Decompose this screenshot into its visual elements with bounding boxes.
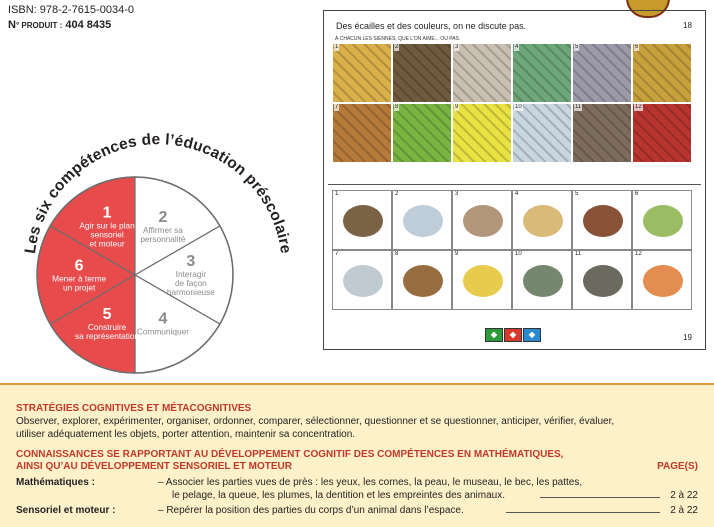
animal-cell-number: 6: [635, 191, 639, 197]
texture-cell: [572, 103, 632, 163]
animal-grid: [332, 190, 692, 310]
strategies-text-line-2: utiliser adéquatement les objets, porter attention, maintenir sa concentration.: [16, 429, 356, 440]
animal-cell-number: 11: [575, 251, 582, 257]
animal-cell: [572, 190, 632, 250]
competency-wheel: [0, 95, 320, 415]
wheel-segment-label: et moteur: [89, 238, 125, 249]
animal-illustration: [523, 265, 563, 297]
book-page-title: Des écailles et des couleurs, on ne discute pas.: [336, 21, 527, 31]
page-divider: [328, 184, 701, 185]
texture-cell: [572, 43, 632, 103]
wheel-segment-label: Interagir: [175, 269, 207, 279]
texture-cell-number: 4: [515, 44, 519, 50]
green-symbol-icon: ◆: [485, 328, 503, 342]
animal-cell: [572, 250, 632, 310]
page-number-bottom: 19: [683, 333, 692, 342]
texture-cell-number: 7: [335, 104, 339, 110]
texture-cell: [392, 103, 452, 163]
animal-cell: [332, 250, 392, 310]
animal-illustration: [343, 265, 383, 297]
strategies-text-line-1: Observer, explorer, expérimenter, organiser, ordonner, comparer, sélectionner, questionner et se questionner, anticiper, vérifier, évaluer,: [16, 416, 615, 427]
product-prefix: N: [8, 19, 16, 31]
page-number-top: 18: [683, 21, 692, 30]
wheel-segment-number: 4: [158, 310, 168, 328]
texture-cell: [512, 43, 572, 103]
animal-illustration: [583, 265, 623, 297]
texture-cell-number: 1: [335, 44, 339, 50]
leader-line: [540, 497, 660, 499]
strategies-title: STRATÉGIES COGNITIVES ET MÉTACOGNITIVES: [16, 403, 252, 414]
animal-illustration: [403, 205, 443, 237]
wheel-segment-label: un projet: [62, 282, 96, 293]
texture-cell-number: 6: [635, 44, 639, 50]
animal-cell-number: 12: [635, 251, 642, 257]
animal-illustration: [463, 205, 503, 237]
wheel-segment-label: harmonieuse: [166, 287, 215, 297]
animal-cell: [632, 250, 692, 310]
texture-cell: [332, 103, 392, 163]
animal-cell-number: 3: [455, 191, 459, 197]
animal-cell: [512, 190, 572, 250]
wheel-segment-number: 1: [102, 204, 112, 222]
wheel-title: Les six compétences de l’éducation préscolaire: [21, 131, 295, 255]
wheel-segment-label: personnalité: [140, 234, 186, 245]
wheel-segment-label: Construire: [87, 321, 127, 332]
sensory-item: – Repérer la position des parties du corps d’un animal dans l’espace.: [158, 505, 464, 516]
wheel-segment-number: 5: [102, 305, 112, 323]
red-symbol-icon: ◆: [504, 328, 522, 342]
texture-grid: [332, 43, 692, 163]
product-label: ° PRODUIT :: [15, 21, 63, 30]
product-number-line: [8, 19, 111, 32]
animal-illustration: [403, 265, 443, 297]
wheel-segment-label: Communiquer: [136, 326, 189, 337]
animal-illustration: [643, 265, 683, 297]
animal-cell-number: 8: [395, 251, 399, 257]
wheel-segment-label: Mener à terme: [52, 273, 107, 284]
animal-illustration: [343, 205, 383, 237]
symbol-bar: [485, 328, 542, 342]
texture-cell: [452, 103, 512, 163]
animal-cell-number: 9: [455, 251, 459, 257]
animal-cell: [452, 250, 512, 310]
animal-cell-number: 1: [335, 191, 339, 197]
animal-cell: [632, 190, 692, 250]
texture-cell: [452, 43, 512, 103]
animal-illustration: [463, 265, 503, 297]
wheel-segment-label: Affirmer sa: [142, 225, 183, 236]
texture-cell-number: 11: [575, 104, 582, 110]
sensory-pages: 2 à 22: [670, 505, 698, 516]
animal-cell: [512, 250, 572, 310]
blue-symbol-icon: ◆: [523, 328, 541, 342]
texture-cell: [512, 103, 572, 163]
knowledge-title-1: CONNAISSANCES SE RAPPORTANT AU DÉVELOPPEMENT COGNITIF DES COMPÉTENCES EN MATHÉMATIQUES,: [16, 449, 564, 460]
wheel-segment-label: de façon: [174, 278, 207, 288]
math-pages: 2 à 22: [670, 490, 698, 501]
animal-cell: [452, 190, 512, 250]
book-page-subtitle: À CHACUN LES SIENNES, QUE L’ON AIME... OU PAS.: [335, 36, 461, 42]
texture-cell: [632, 103, 692, 163]
wheel-segment-label: sa représentation: [75, 330, 140, 341]
texture-cell: [332, 43, 392, 103]
product-number: 404 8435: [65, 19, 112, 31]
leader-line: [506, 512, 660, 514]
animal-cell-number: 10: [515, 251, 522, 257]
texture-cell-number: 9: [455, 104, 459, 110]
texture-cell-number: 12: [635, 104, 642, 110]
texture-cell-number: 2: [395, 44, 399, 50]
wheel-segment-number: 3: [186, 253, 196, 270]
texture-cell-number: 8: [395, 104, 399, 110]
math-label: Mathématiques :: [16, 477, 95, 488]
texture-cell: [632, 43, 692, 103]
animal-cell: [332, 190, 392, 250]
animal-cell-number: 2: [395, 191, 399, 197]
sensory-label: Sensoriel et moteur :: [16, 505, 116, 516]
texture-cell-number: 5: [575, 44, 579, 50]
animal-illustration: [583, 205, 623, 237]
texture-cell: [392, 43, 452, 103]
animal-cell: [392, 190, 452, 250]
math-item-line-2: le pelage, la queue, les plumes, la dentition et les empreintes des animaux.: [172, 490, 505, 501]
pages-header: PAGE(S): [657, 461, 698, 472]
wheel-segment-number: 2: [158, 209, 168, 227]
knowledge-title-2: AINSI QU’AU DÉVELOPPEMENT SENSORIEL ET MOTEUR: [16, 461, 292, 472]
wheel-segment-label: Agir sur le plan: [79, 220, 135, 231]
animal-illustration: [643, 205, 683, 237]
animal-cell: [392, 250, 452, 310]
texture-cell-number: 3: [455, 44, 459, 50]
wheel-segment-label: sensoriel: [90, 229, 124, 240]
math-item-line-1: – Associer les parties vues de près : les yeux, les cornes, la peau, le museau, le bec, les pattes,: [158, 477, 583, 488]
animal-cell-number: 5: [575, 191, 579, 197]
animal-illustration: [523, 205, 563, 237]
animal-cell-number: 4: [515, 191, 519, 197]
texture-cell-number: 10: [515, 104, 522, 110]
animal-cell-number: 7: [335, 251, 339, 257]
isbn: ISBN: 978-2-7615-0034-0: [8, 4, 134, 16]
wheel-segment-number: 6: [74, 257, 84, 275]
